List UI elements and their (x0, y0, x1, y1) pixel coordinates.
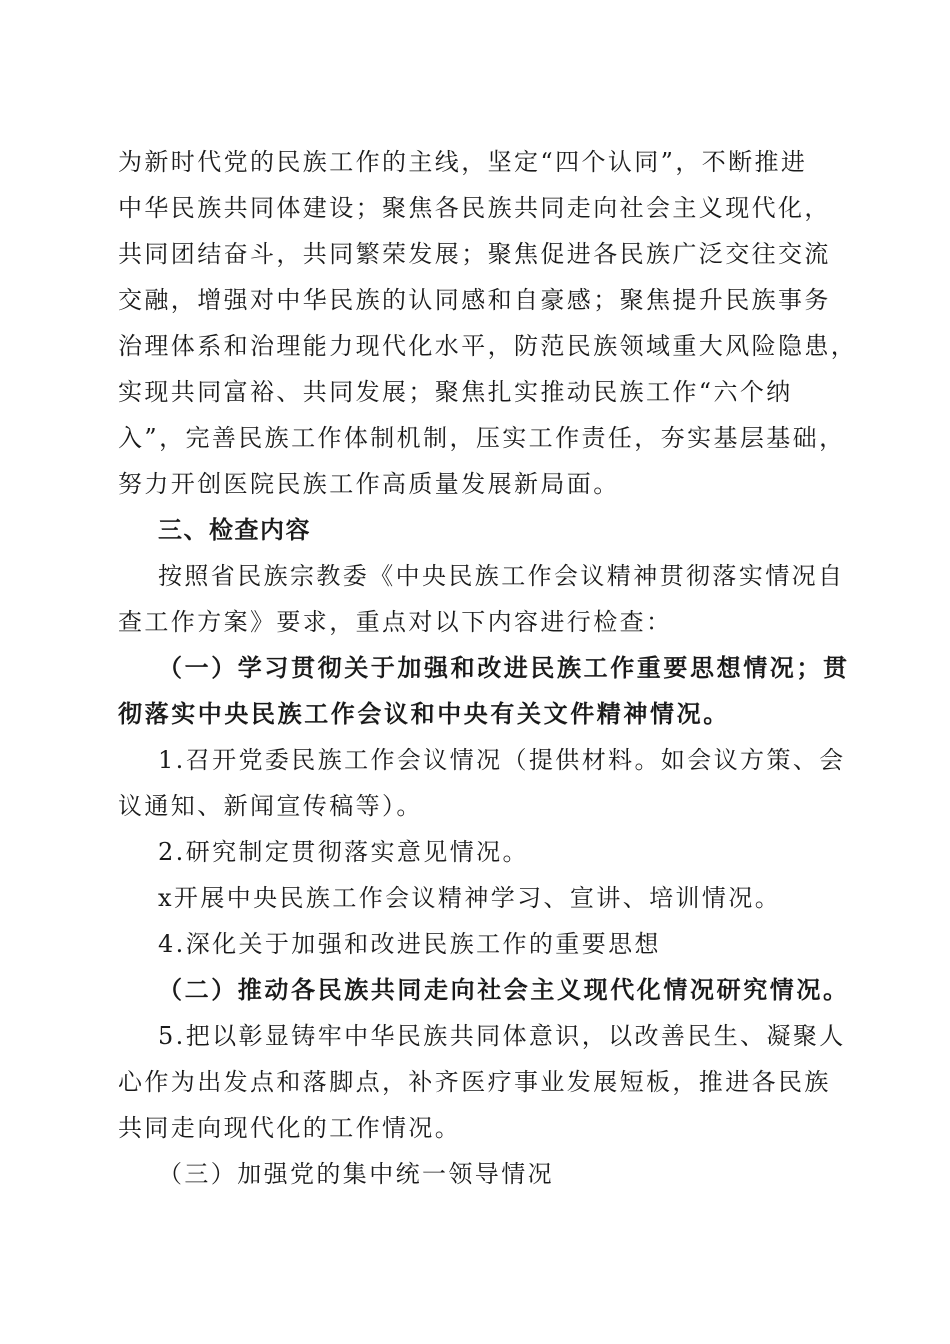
list-item: x开展中央民族工作会议精神学习、宣讲、培训情况。 (158, 884, 782, 912)
paragraph-line: 努力开创医院民族工作高质量发展新局面。 (118, 470, 620, 498)
list-item: 共同走向现代化的工作情况。 (118, 1114, 462, 1142)
list-item: 议通知、新闻宣传稿等）。 (118, 792, 423, 820)
subsection-heading: （一）学习贯彻关于加强和改进民族工作重要思想情况；贯 (158, 654, 850, 682)
paragraph-line: 查工作方案》要求，重点对以下内容进行检查： (118, 608, 673, 636)
section-heading: 三、检查内容 (158, 516, 311, 544)
list-item: 2.研究制定贯彻落实意见情况。 (158, 838, 529, 866)
paragraph-line: 共同团结奋斗，共同繁荣发展；聚焦促进各民族广泛交往交流 (118, 240, 831, 268)
paragraph-line: 为新时代党的民族工作的主线，坚定“四个认同”，不断推进 (118, 148, 808, 176)
subsection-heading: （二）推动各民族共同走向社会主义现代化情况研究情况。 (158, 976, 850, 1004)
list-item: 心作为出发点和落脚点，补齐医疗事业发展短板，推进各民族 (118, 1068, 831, 1096)
paragraph-line: 按照省民族宗教委《中央民族工作会议精神贯彻落实情况自 (158, 562, 845, 590)
list-item: 5.把以彰显铸牢中华民族共同体意识，以改善民生、凝聚人 (158, 1022, 846, 1050)
paragraph-line: 中华民族共同体建设；聚焦各民族共同走向社会主义现代化， (118, 194, 831, 222)
subsection-heading: （三）加强党的集中统一领导情况 (158, 1160, 554, 1188)
paragraph-line: 入”，完善民族工作体制机制，压实工作责任，夯实基层基础， (118, 424, 846, 452)
paragraph-line: 交融，增强对中华民族的认同感和自豪感；聚焦提升民族事务 (118, 286, 831, 314)
paragraph-line: 治理体系和治理能力现代化水平，防范民族领域重大风险隐患， (118, 332, 858, 360)
list-item: 1.召开党委民族工作会议情况（提供材料。如会议方策、会 (158, 746, 846, 774)
paragraph-line: 实现共同富裕、共同发展；聚焦扎实推动民族工作“六个纳 (118, 378, 793, 406)
subsection-heading: 彻落实中央民族工作会议和中央有关文件精神情况。 (118, 700, 730, 728)
list-item: 4.深化关于加强和改进民族工作的重要思想 (158, 930, 661, 958)
